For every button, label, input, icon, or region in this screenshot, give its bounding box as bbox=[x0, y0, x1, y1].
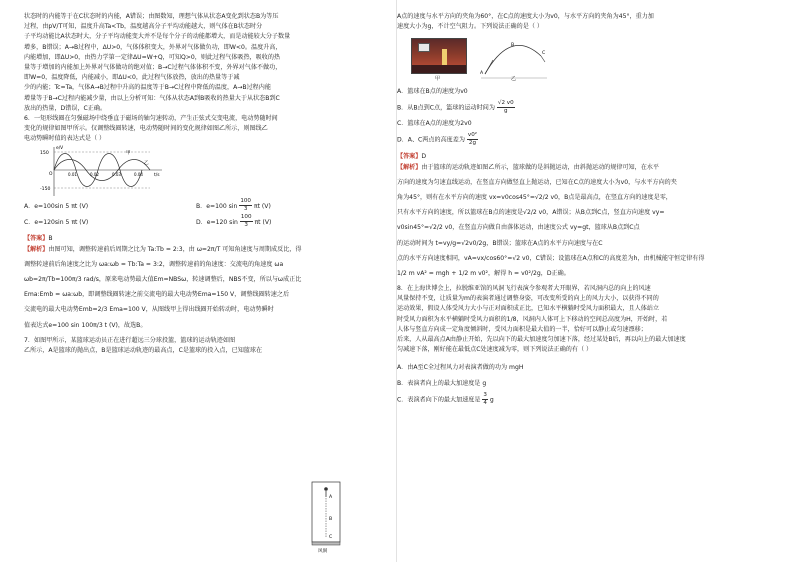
option-d bbox=[397, 132, 777, 148]
point-a-label: A bbox=[329, 495, 333, 500]
y-axis-name: e/V bbox=[56, 146, 64, 152]
option-a: A．e=100sin 5 πt (V) bbox=[24, 202, 89, 210]
q8-option-c-prefix: C．表演者向下的最大加速度是 bbox=[397, 396, 481, 404]
velocity-arrow-a bbox=[485, 60, 493, 74]
answer-line bbox=[397, 152, 777, 162]
question-7-line: 乙所示，A是篮球的抛出点，B是篮球运动轨迹的最高点，C是篮球的投入点，已知篮球在 bbox=[24, 346, 263, 354]
denominator: 3 bbox=[244, 222, 248, 229]
analysis-tag: 【解析】 bbox=[397, 163, 422, 171]
q8-option-a bbox=[397, 360, 777, 376]
analysis-text: 由图可知，调整转速前后周期之比为 Ta:Tb = 2:3，由 ω=2π/T 可知角速度与周期成反比，得 bbox=[48, 245, 302, 253]
figure-tag-a: 甲 bbox=[435, 76, 441, 83]
analysis-line: 点的水平方向速度相同，vA=vx/cos60°=√2 v0，C错误；设篮球在A点和C的高度差为h，由机械能守恒定律有得 bbox=[397, 254, 705, 262]
performer-head bbox=[324, 487, 328, 491]
analysis-line: v0sin45°=√2/2 v0，在竖直方向做自由落体运动，由速度公式 vy=gt，篮球从B点到C点 bbox=[397, 224, 640, 232]
point-b-label: B bbox=[329, 517, 333, 522]
text-line: 子平均动能比A状态时大，分子平均动能变大并不是每个分子的动能都增大，而是动能较大分子数量 bbox=[24, 33, 291, 41]
q8-option-c-suffix: g bbox=[489, 396, 494, 404]
left-column bbox=[24, 12, 380, 356]
analysis-line: 值表达式e=100 sin 100π/3 t (V)，故选B。 bbox=[24, 321, 147, 329]
analysis-line bbox=[397, 163, 777, 173]
point-c-label: C bbox=[329, 535, 333, 540]
numerator: √2 v0 bbox=[497, 100, 514, 107]
curve-a-tag: 甲 bbox=[126, 151, 131, 157]
question-8-line: 匀减速下落，刚好能在最低点C处速度减为零，则下列说法正确的有（ ） bbox=[397, 346, 593, 354]
fraction bbox=[482, 392, 488, 407]
velocity-arrow-c bbox=[541, 56, 545, 62]
origin-label: O bbox=[49, 172, 53, 178]
numerator: 100 bbox=[240, 198, 251, 205]
denominator: 3 bbox=[243, 206, 248, 213]
y-min-label: -150 bbox=[40, 187, 51, 193]
analysis-line: 的运动时间为 t=vy/g=√2v0/2g，B错误；篮球在A点的水平方向速度与在C bbox=[397, 239, 603, 247]
fraction bbox=[467, 132, 478, 147]
option-c: C．e=120sin 5 πt (V) bbox=[24, 218, 89, 226]
curve-b-tag: 乙 bbox=[144, 161, 149, 167]
tick-label: 0.02 bbox=[90, 172, 99, 178]
tick-label: 0.01 bbox=[68, 172, 77, 178]
q8-option-b-value: g bbox=[482, 380, 487, 388]
q8-option-b bbox=[397, 376, 777, 392]
text-line: 增量等于B→C过程内能减少量，由以上分析可知：气体从状态A到B吸收的热量大于从状态B到C bbox=[24, 94, 280, 102]
fraction bbox=[240, 214, 253, 229]
answer-tag: 【答案】 bbox=[24, 235, 49, 243]
point-b-label: B bbox=[511, 43, 515, 49]
question-6-line: 6．一矩形线圈在匀强磁场中绕垂直于磁场的轴匀速转动，产生正弦式交变电流，电动势随时间 bbox=[24, 114, 278, 122]
question-8-line: 运动效果，假设人体受风力大小与正对面积成正比，已知水平横躺时受风力面积最大，且人体站立 bbox=[397, 305, 660, 313]
point-a-label: A bbox=[480, 71, 484, 77]
options-row bbox=[24, 214, 380, 230]
question-6-line: 电动势瞬时值的表达式是（ ） bbox=[24, 135, 106, 143]
text-line: 放出的热量，D错误，C正确。 bbox=[24, 104, 107, 112]
option-b-prefix: B．从B点到C点，篮球的运动时间为 bbox=[397, 104, 495, 112]
analysis-line bbox=[24, 245, 380, 255]
text-line: 内能增加，即ΔU>0，由热力学第一定律ΔU=W+Q，可知Q>0，则此过程气体吸热，吸收的热 bbox=[24, 53, 281, 61]
trajectory-path bbox=[485, 46, 541, 75]
denominator: 2g bbox=[468, 140, 477, 147]
tick-label: 0.03 bbox=[112, 172, 121, 178]
analysis-line: Ema:Emb = ωa:ωb，即调整线圈转速之前交流电的最大电动势Ema=150 V，调整线圈转速之后 bbox=[24, 291, 290, 299]
figure-caption: 风洞 bbox=[318, 549, 328, 554]
fraction bbox=[239, 198, 252, 213]
q8-option-c bbox=[397, 392, 777, 408]
analysis-line: 角为45°，则有在水平方向的速度 vx=v0cos45°=√2/2 v0，B点是最高点，在竖直方向的速度是零， bbox=[397, 193, 672, 201]
q8-option-a-value: mgH bbox=[509, 364, 524, 372]
question-8-line: 8．在上海世博会上，拉脱维亚馆的风洞飞行表演令参观者大开眼界，若风洞内总的向上的风速 bbox=[397, 285, 651, 293]
text-line: 量等于增加的内能加上外界对气体做功的绝对值；B→C过程气体体积不变，外界对气体不做功， bbox=[24, 63, 282, 71]
option-d bbox=[195, 214, 272, 229]
tick-label: 0.04 bbox=[134, 172, 143, 178]
analysis-line: 方向的速度为匀速直线运动，在竖直方向做竖直上抛运动，已知在C点的速度大小为v0，与水平方向的夹 bbox=[397, 178, 677, 186]
question-8-line: 后来，人从最高点A由静止开始，先以向下的最大加速度匀加速下落，经过某处B后，再以向上的最大加速度 bbox=[397, 336, 686, 343]
fraction bbox=[497, 100, 515, 115]
intro-line: A点的速度与水平方向的夹角为60°，在C点的速度大小为v0，与水平方向的夹角为45°，重力加 bbox=[397, 13, 654, 20]
analysis-line: ωb=2π/Tb=100π/3 rad/s，原来电动势最大值Em=NBSω，转速调整后，NBS不变，所以与ω成正比 bbox=[24, 276, 302, 283]
option-a: A．篮球在B点的速度为v0 bbox=[397, 88, 468, 96]
point-c-label: C bbox=[542, 51, 546, 57]
crowd-shape bbox=[412, 65, 466, 73]
y-max-label: 150 bbox=[40, 151, 49, 157]
numerator: v0² bbox=[467, 132, 478, 139]
t-axis-label: t/s bbox=[154, 173, 160, 179]
options-row bbox=[24, 198, 380, 214]
question-8-line: 人体与竖直方向成一定角度倾斜时，受风力面积是最大值的一半，恰好可以静止或匀速漂移； bbox=[397, 325, 647, 333]
figure-tag-b: 乙 bbox=[511, 76, 517, 83]
intro-line: 速度大小为g，不计空气阻力。下列说法正确的是（ ） bbox=[397, 23, 543, 31]
backboard-shape bbox=[418, 43, 430, 52]
wind-tunnel-figure bbox=[306, 480, 346, 554]
option-b bbox=[397, 100, 777, 116]
analysis-text: 由于篮球的运动轨迹如图乙所示，篮球做的是斜抛运动，由斜抛运动的规律可知，在水平 bbox=[421, 163, 660, 171]
right-column bbox=[397, 12, 777, 408]
q8-option-a-prefix: A．由A至C全过程风力对表演者做的功为 bbox=[397, 364, 508, 372]
analysis-line: 调整转速前后角速度之比为 ωa:ωb = Tb:Ta = 3:2，调整转速前的角速度：交流电的角速度 ωa bbox=[24, 260, 284, 268]
question-7-line: 7．如图甲所示，某篮球运动员正在进行超远三分球投篮，篮球的运动轨迹如图 bbox=[24, 336, 236, 344]
numerator: 3 bbox=[483, 392, 487, 399]
numerator: 100 bbox=[240, 214, 252, 221]
option-d-prefix: D．e=120 sin bbox=[195, 218, 238, 226]
answer-value: D bbox=[421, 153, 427, 161]
analysis-line: 1/2 m vA² = mgh + 1/2 m v0²，解得 h = v0²/2g，D正确。 bbox=[397, 269, 570, 277]
right-page bbox=[397, 0, 794, 562]
option-b-suffix: πt (V) bbox=[253, 202, 271, 210]
option-d-prefix: D．A、C两点的高度差为 bbox=[397, 136, 465, 144]
tunnel-base bbox=[312, 542, 340, 545]
q8-option-b-prefix: B．表演者向上的最大加速度是 bbox=[397, 380, 481, 388]
denominator: g bbox=[503, 108, 508, 115]
denominator: 4 bbox=[483, 400, 487, 407]
analysis-line: 只有水平方向的速度，所以篮球在B点的速度是√2/2 v0，A错误；从B点到C点，竖直方向速度 vy= bbox=[397, 209, 665, 217]
answer-value: B bbox=[48, 235, 53, 243]
answer-tag: 【答案】 bbox=[397, 153, 422, 161]
text-line: 即W=0，温度降低，内能减小，即ΔU<0，此过程气体放热，放出的热量等于减 bbox=[24, 74, 240, 82]
option-b-prefix: B．e=100 sin bbox=[195, 202, 238, 210]
option-c: C．篮球在A点的速度为2v0 bbox=[397, 120, 472, 128]
text-line: 过程，由pV/T可知，温度升高Ta<Tb，温度越高分子平均动能越大，则气体在B状态时分 bbox=[24, 23, 263, 31]
text-line: 少的内能；Tc=Ta，气体A→B过程中升高的温度等于B→C过程中降低的温度，A→B过程内能 bbox=[24, 84, 271, 92]
option-d-suffix: πt (V) bbox=[254, 218, 272, 226]
answer-line bbox=[24, 234, 380, 244]
figure-row bbox=[397, 32, 777, 84]
question-8-line: 时受风力面积为水平横躺时受风力面积的1/8，风洞内人体可上下移动的空间总高度为H，开始时，若 bbox=[397, 315, 668, 323]
player-shape bbox=[442, 49, 447, 65]
question-8-line: 风量保持不变，让质量为m的表演者通过调整身姿，可改变所受的向上的风力大小，以获得不同的 bbox=[397, 295, 659, 303]
option-b bbox=[195, 198, 271, 213]
analysis-tag: 【解析】 bbox=[24, 245, 49, 253]
sine-wave-figure bbox=[40, 144, 170, 198]
text-line: 状态时的内能等于在C状态时的内能，A错误；由图数知，理想气体从状态A变化到状态B为等压 bbox=[24, 13, 279, 20]
basketball-photo bbox=[411, 38, 467, 74]
text-line: 增多，B错误；A→B过程中，ΔU>0，气体体积变大，外界对气体做负功，即W<0。温度升高， bbox=[24, 43, 282, 51]
analysis-line: 交流电的最大电动势Emb=2/3 Ema=100 V，从图线甲上得出线圈开始转动时，电动势瞬时 bbox=[24, 306, 274, 314]
question-6-line: 变化的规律如图甲所示。仅调整线圈转速，电动势随时间的变化规律如图乙所示，则图线乙 bbox=[24, 125, 268, 133]
